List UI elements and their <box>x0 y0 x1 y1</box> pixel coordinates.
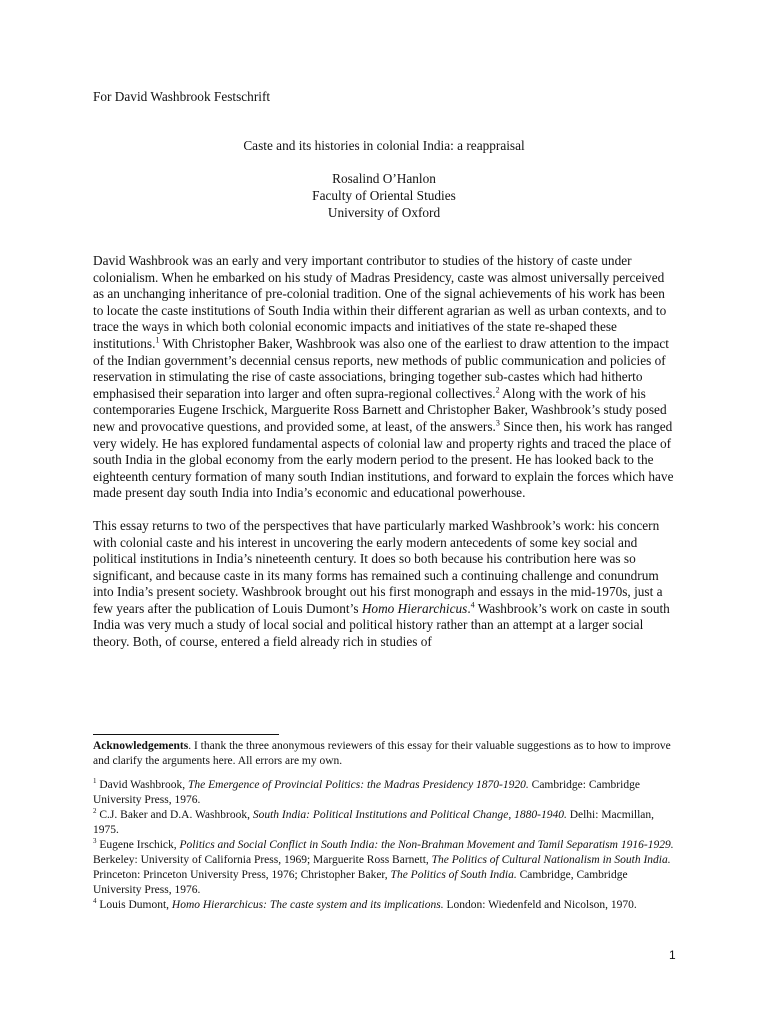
body-text <box>93 253 675 667</box>
p2-text-a: This essay returns to two of the perspectives that have particularly marked Washbrook’s work: his concern with colonial caste and his interest in uncovering the early modern antecedents of some key social and political institutions in India’s nineteenth century. It does so both because his contribution here was so significant, and because caste in its many forms has remained such a continuing challenge and conundrum into India’s present society. Washbrook brought out his first monograph and essays in the mid-1970s, just a few years after the publication of Louis Dumont’s <box>93 517 663 616</box>
footnote-3-mid-1: Berkeley: University of California Press, 1969; Marguerite Ross Barnett, <box>93 854 432 866</box>
author-university: University of Oxford <box>327 205 441 220</box>
acknowledgements-label: Acknowledgements <box>93 740 189 752</box>
footnote-4-publisher: London: Wiedenfeld and Nicolson, 1970. <box>443 899 637 911</box>
footnote-2 <box>93 808 675 838</box>
footnote-2-publisher: Delhi: Macmillan, 1975. <box>93 809 655 836</box>
p2-italic-title: Homo Hierarchicus <box>361 600 468 616</box>
footnote-4-text: Louis Dumont, <box>96 899 172 911</box>
title-block <box>93 137 675 221</box>
p2-text-c: Washbrook’s work on caste in south India was very much a study of local social and political history rather than an attempt at a larger social theory. Both, of course, entered a field already rich in studies of <box>93 600 670 650</box>
p2-text-b: . <box>467 600 471 616</box>
p1-text-d: Since then, his work has ranged very widely. He has explored fundamental aspects of colonial law and property rights and traced the place of south India in the global economy from the early modern period to the present. He has looked back to the eighteenth century formation of many south Indian institutions, and forward to explain the forces which have made present day south India into India’s economic and educational powerhouse. <box>93 418 674 501</box>
footnote-3 <box>93 838 675 898</box>
footnote-1 <box>93 778 675 808</box>
footnote-2-text: C.J. Baker and D.A. Washbrook, <box>96 809 253 821</box>
author-name: Rosalind O’Hanlon <box>332 171 436 186</box>
footnotes <box>93 739 675 913</box>
footnote-1-italic: The Emergence of Provincial Politics: the Madras Presidency 1870-1920. <box>188 779 529 791</box>
footnote-4 <box>93 898 675 913</box>
footnote-3-italic-3: The Politics of South India. <box>390 869 517 881</box>
footnote-3-text: Eugene Irschick, <box>96 839 180 851</box>
footnote-4-italic: Homo Hierarchicus: The caste system and its implications. <box>171 899 444 911</box>
paragraph-2 <box>93 518 675 651</box>
footnote-separator <box>93 734 279 735</box>
footnote-3-mid-2: Princeton: Princeton University Press, 1976; Christopher Baker, <box>93 869 391 881</box>
p1-text-c: Along with the work of his contemporaries Eugene Irschick, Marguerite Ross Barnett and Christopher Baker, Washbrook’s study posed new and provocative questions, and provided some, at least, of the answers. <box>93 385 667 434</box>
footnote-3-italic-2: The Politics of Cultural Nationalism in South India. <box>431 854 671 866</box>
festschrift-heading: For David Washbrook Festschrift <box>93 89 271 104</box>
footnote-ref-3[interactable]: 3 <box>495 418 500 428</box>
footnote-1-publisher: Cambridge: Cambridge University Press, 1976. <box>93 779 640 806</box>
footnote-ref-2[interactable]: 2 <box>495 385 500 395</box>
footnote-1-text: David Washbrook, <box>96 779 188 791</box>
footnote-3-number: 3 <box>93 837 97 846</box>
footnote-2-number: 2 <box>93 807 97 816</box>
footnote-3-publisher: Cambridge, Cambridge University Press, 1976. <box>93 869 628 896</box>
acknowledgements-text: . I thank the three anonymous reviewers of this essay for their valuable suggestions as to how to improve and clarify the arguments here. All errors are my own. <box>93 740 671 767</box>
footnote-3-italic-1: Politics and Social Conflict in South India: the Non-Brahman Movement and Tamil Separatism 1916-1929. <box>179 839 674 851</box>
paragraph-1 <box>93 253 675 502</box>
footnote-4-number: 4 <box>93 897 97 906</box>
p1-text-a: David Washbrook was an early and very important contributor to studies of the history of caste under colonialism. When he embarked on his study of Madras Presidency, caste was almost universally perceived as an unchanging inheritance of pre-colonial tradition. One of the signal achievements of his work has been to locate the caste institutions of South India within their different agrarian as well as urban contexts, and to trace the ways in which both colonial economic impacts and initiatives of the state re-shaped these institutions. <box>93 253 667 351</box>
p1-text-b: With Christopher Baker, Washbrook was also one of the earliest to draw attention to the impact of the Indian government’s decennial census reports, new methods of public communication and policies of reservation in stimulating the rise of caste associations, bringing together sub-castes which had hitherto emphasised their separation into larger and often supra-regional collectives. <box>93 335 669 401</box>
footnote-1-number: 1 <box>93 777 97 786</box>
footnote-ref-4[interactable]: 4 <box>470 600 475 610</box>
acknowledgements <box>93 739 675 769</box>
footnote-2-italic: South India: Political Institutions and Political Change, 1880-1940. <box>252 809 567 821</box>
footnote-ref-1[interactable]: 1 <box>155 335 160 345</box>
paper-title: Caste and its histories in colonial India: a reappraisal <box>243 138 525 153</box>
author-faculty: Faculty of Oriental Studies <box>312 188 456 203</box>
page-number: 1 <box>669 948 676 962</box>
